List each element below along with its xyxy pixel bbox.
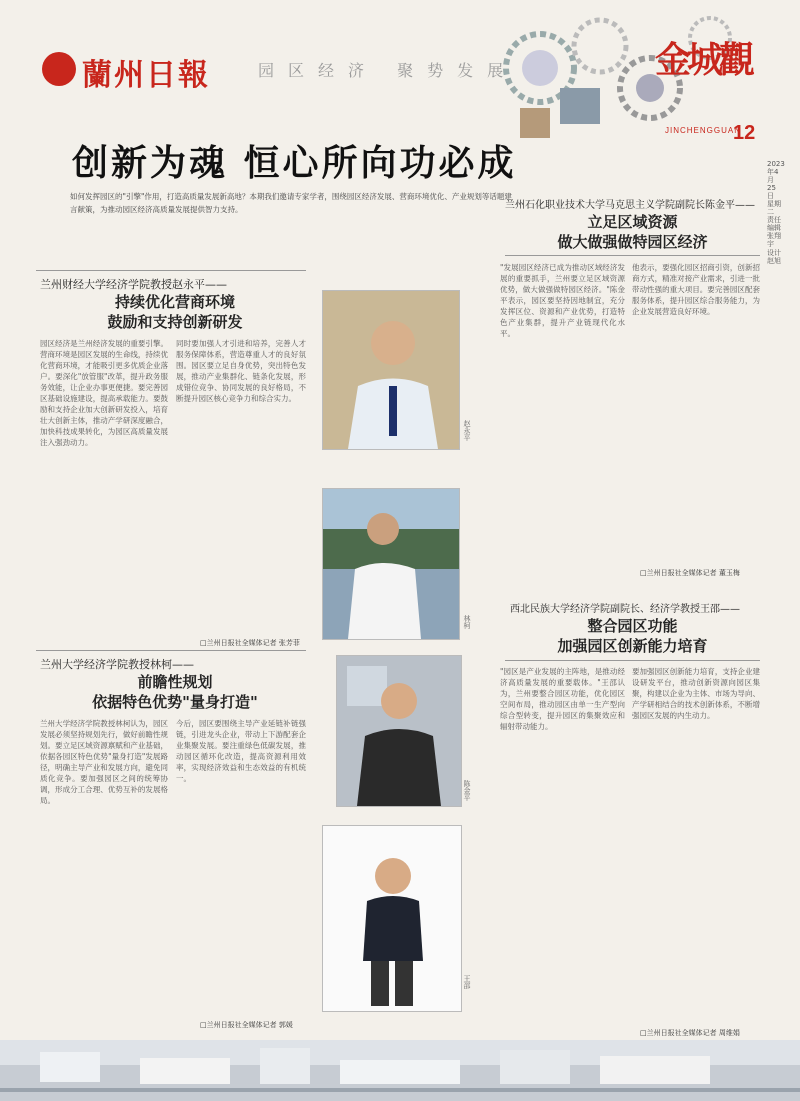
section-title [505, 212, 760, 252]
section-kicker: 兰州石化职业技术大学马克思主义学院副院长陈金平—— [505, 200, 755, 211]
article-body: 园区经济是兰州经济发展的重要引擎。营商环境是园区发展的生命线，持续优化营商环境，才能吸引更多优质企业落户。要深化"放管服"改革，提升政务服务效能，让企业办事更便捷。要完善园区基础设施建设，提高承载能力。要鼓励和支持企业加大创新研发投入，培育壮大创新主体，推动产学研深度融合，加快科技成果转化，为园区高质量发展注入强劲动力。 [40, 339, 168, 447]
section-rule [505, 660, 760, 661]
newspaper-logo: 蘭州日報 [82, 58, 210, 93]
section-title-line: 鼓励和支持创新研发 [107, 313, 243, 331]
newspaper-logo-icon [42, 52, 76, 86]
section-title-line: 整合园区功能 [587, 617, 678, 635]
section-title [505, 616, 760, 656]
section-rule [505, 255, 760, 256]
byline: □兰州日报社全媒体记者 张芳菲 [200, 639, 300, 647]
section-rule [36, 650, 306, 651]
section-kicker: 兰州财经大学经济学院教授赵永平—— [40, 278, 227, 291]
portrait-photo [322, 488, 460, 640]
industrial-park-skyline [0, 1040, 800, 1101]
gear-collage-icon [500, 8, 750, 158]
section-title [40, 672, 310, 712]
photo-caption: 赵永平 [463, 420, 471, 441]
section-title [40, 292, 310, 332]
section-kicker: 兰州大学经济学院教授林柯—— [40, 658, 194, 671]
section-title-line: 持续优化营商环境 [114, 293, 235, 311]
article-body: 要加强园区创新能力培育，支持企业建设研发平台，推动创新资源向园区集聚，构建以企业为主体、市场为导向、产学研相结合的技术创新体系，不断增强园区发展的内生动力。 [632, 667, 760, 720]
byline: □兰州日报社全媒体记者 周维娟 [640, 1029, 740, 1037]
section-title-line: 前瞻性规划 [137, 673, 213, 691]
section-title-line: 依据特色优势"量身打造" [92, 693, 258, 711]
section-title-line: 做大做强做特园区经济 [557, 233, 708, 251]
article-body: 兰州大学经济学院教授林柯认为，园区发展必须坚持规划先行，做好前瞻性规划。要立足区域资源禀赋和产业基础，依据各园区特色优势"量身打造"发展路径，明确主导产业和发展方向，避免同质化竞争。要加强园区之间的统筹协调，形成分工合理、优势互补的发展格局。 [40, 719, 168, 805]
page-number: 12 [733, 122, 756, 144]
portrait-photo [322, 825, 462, 1012]
lead-paragraph: 如何发挥园区的"引擎"作用，打造高质量发展新高地？本期我们邀请专家学者，围绕园区经济发展、营商环境优化、产业规划等话题建言献策，为推动园区经济高质量发展提供智力支持。 [70, 192, 512, 214]
brand-art: 金城觀 [655, 39, 752, 81]
portrait-photo [336, 655, 462, 807]
section-rule [36, 270, 306, 271]
byline: □兰州日报社全媒体记者 董玉梅 [640, 569, 740, 577]
portrait-photo [322, 290, 460, 450]
byline: □兰州日报社全媒体记者 郭媛 [200, 1021, 293, 1029]
section-kicker: 西北民族大学经济学院副院长、经济学教授王邵—— [510, 604, 740, 615]
photo-caption: 林柯 [463, 615, 471, 629]
article-body: "发展园区经济已成为推动区域经济发展的重要抓手，兰州要立足区域资源优势，做大做强做特园区经济。"陈金平表示，园区要坚持因地制宜，充分发挥区位、资源和产业优势，打造特色产业集群，提升产业链现代化水平。 [500, 263, 625, 338]
page-headline: 创新为魂 恒心所向功必成 [72, 142, 517, 184]
photo-caption: 陈金平 [463, 780, 471, 801]
section-title-line: 立足区域资源 [587, 213, 678, 231]
article-body: 同时要加强人才引进和培养，完善人才服务保障体系，营造尊重人才的良好氛围。园区要立足自身优势，突出特色发展，推动产业集群化、链条化发展，形成错位竞争、协同发展的良好格局，不断提升园区核心竞争力和综合实力。 [176, 339, 306, 403]
photo-caption: 王邵 [463, 975, 471, 989]
column-banner: 园区经济 聚势发展 [258, 61, 518, 80]
article-body: "园区是产业发展的主阵地，是推动经济高质量发展的重要载体。"王邵认为，兰州要整合园区功能，优化园区空间布局，推动园区由单一生产型向综合型转变，提升园区的集聚效应和辐射带动能力。 [500, 667, 625, 731]
article-body: 今后，园区要围绕主导产业延链补链强链，引进龙头企业，带动上下游配套企业集聚发展。要注重绿色低碳发展，推动园区循环化改造，提高资源利用效率，实现经济效益和生态效益的有机统一。 [176, 719, 306, 783]
article-body: 他表示，要强化园区招商引资，创新招商方式，精准对接产业需求，引进一批带动性强的重大项目。要完善园区配套服务体系，提升园区综合服务能力，为企业发展营造良好环境。 [632, 263, 760, 316]
section-title-line: 加强园区创新能力培育 [557, 637, 708, 655]
brand-pinyin: JINCHENGGUAN [665, 126, 742, 135]
edition-info: 2023年4月25日 星期二 责任编辑 张翔宇 设计 赵旭 [767, 160, 785, 265]
